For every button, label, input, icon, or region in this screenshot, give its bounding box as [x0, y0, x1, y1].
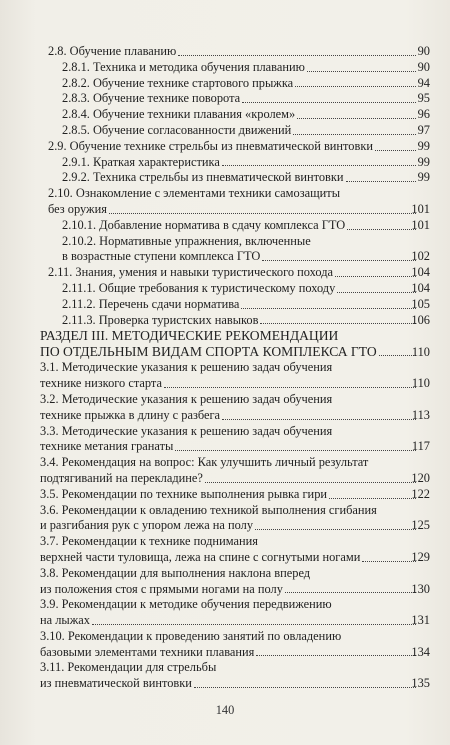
toc-page-number: 94	[417, 75, 430, 90]
dot-leader	[178, 55, 416, 56]
dot-leader	[307, 71, 416, 72]
toc-entry-title-line: 3.2. Методические указания к решению задач обучения	[40, 391, 333, 406]
dot-leader	[242, 102, 416, 103]
toc-entry-title-line: 2.8.1. Техника и методика обучения плаванию	[62, 59, 305, 74]
toc-entry-title-line: 2.9.2. Техника стрельбы из пневматической винтовки	[62, 170, 344, 185]
dot-leader	[255, 529, 416, 530]
dot-leader	[205, 482, 416, 483]
dot-leader	[375, 150, 416, 151]
toc-entry	[0, 297, 440, 313]
toc-entry	[0, 566, 440, 598]
dot-leader	[293, 134, 416, 135]
dot-leader	[109, 213, 416, 214]
toc-entry-title-line: технике метания гранаты	[40, 439, 174, 454]
dot-leader	[346, 181, 416, 182]
dot-leader	[260, 323, 416, 324]
toc-entry-title-line: 3.1. Методические указания к решению задач обучения	[40, 360, 333, 375]
toc-entry	[0, 76, 440, 92]
toc-entry-title-line: 3.8. Рекомендации для выполнения наклона вперед	[40, 565, 311, 580]
toc-entry-title-line: 2.8.4. Обучение техники плавания «кролем»	[62, 107, 296, 122]
toc-entry-title-line: 2.8.2. Обучение технике стартового прыжка	[62, 75, 294, 90]
toc-page-number: 90	[417, 59, 430, 74]
dot-leader	[329, 498, 416, 499]
dot-leader	[295, 86, 416, 87]
dot-leader	[175, 450, 416, 451]
toc-entry-title-line: и разгибания рук с упором лежа на полу	[40, 518, 254, 533]
toc-entry-title-line: из положения стоя с прямыми ногами на полу	[40, 581, 283, 596]
toc-entry-title-line: 2.11.2. Перечень сдачи норматива	[62, 296, 240, 311]
toc-entry	[0, 107, 440, 123]
toc-entry	[0, 60, 440, 76]
toc-entry-title-line: 3.7. Рекомендации к технике поднимания	[40, 534, 258, 549]
toc-entry	[0, 392, 440, 424]
toc-page-number: 122	[411, 486, 430, 501]
toc-entry	[0, 360, 440, 392]
toc-entry-title-line: 2.10.2. Нормативные упражнения, включенные	[62, 233, 311, 248]
toc-entry	[0, 487, 440, 503]
toc-entry	[0, 44, 440, 60]
toc-page-number: 129	[411, 549, 430, 564]
toc-entry	[0, 186, 440, 218]
dot-leader	[347, 229, 416, 230]
dot-leader	[337, 292, 416, 293]
toc-page-number: 99	[417, 138, 430, 153]
toc-entry-title-line: 2.11.1. Общие требования к туристическому походу	[62, 280, 336, 295]
toc-page-number: 97	[417, 122, 430, 137]
dot-leader	[362, 561, 416, 562]
toc-entry	[0, 91, 440, 107]
toc-entry-title-line: 2.8. Обучение плаванию	[48, 44, 177, 58]
toc-entry-title-line: ПО ОТДЕЛЬНЫМ ВИДАМ СПОРТА КОМПЛЕКСА ГТО	[40, 344, 377, 360]
toc-entry	[0, 503, 440, 535]
dot-leader	[335, 276, 416, 277]
toc-entry	[0, 534, 440, 566]
toc-page-number: 117	[411, 439, 430, 454]
toc-entry	[0, 660, 440, 692]
toc-entry-title-line: верхней части туловища, лежа на спине с согнутыми ногами	[40, 549, 361, 564]
toc-page-number: 99	[417, 154, 430, 169]
toc-entry-title-line: 2.8.5. Обучение согласованности движений	[62, 122, 292, 137]
toc-entry-title-line: РАЗДЕЛ III. МЕТОДИЧЕСКИЕ РЕКОМЕНДАЦИИ	[40, 328, 339, 344]
toc-entry	[0, 265, 440, 281]
toc-entry-title-line: подтягиваний на перекладине?	[40, 470, 203, 485]
toc-entry	[0, 170, 440, 186]
toc-section-heading	[0, 328, 440, 360]
toc-page-number: 104	[411, 265, 430, 280]
toc-entry-title-line: 3.3. Методические указания к решению задач обучения	[40, 423, 333, 438]
dot-leader	[297, 118, 416, 119]
dot-leader	[222, 419, 416, 420]
toc-entry-title-line: без оружия	[48, 201, 107, 216]
toc-entry-title-line: 2.9.1. Краткая характеристика	[62, 154, 220, 169]
toc-entry	[0, 597, 440, 629]
toc-page-number: 106	[411, 312, 430, 327]
toc-entry-title-line: 3.10. Рекомендации к проведению занятий по овладению	[40, 628, 342, 643]
toc-entry	[0, 424, 440, 456]
toc-entry-title-line: 2.11. Знания, умения и навыки туристического похода	[48, 265, 334, 280]
toc-entry	[0, 218, 440, 234]
toc-page-number: 110	[411, 376, 430, 391]
toc-entry-title-line: 2.10. Ознакомление с элементами техники самозащиты	[48, 186, 341, 201]
toc-page-number: 95	[417, 91, 430, 106]
toc-entry-title-line: технике прыжка в длину с разбега	[40, 407, 221, 422]
toc-entry-title-line: 2.11.3. Проверка туристских навыков	[62, 312, 259, 327]
toc-entry-title-line: на лыжах	[40, 613, 90, 628]
toc-page-number: 110	[411, 345, 430, 360]
dot-leader	[164, 387, 416, 388]
toc-page-number: 104	[411, 280, 430, 295]
toc-entry-title-line: 3.5. Рекомендации по технике выполнения рывка гири	[40, 486, 328, 501]
toc-entry	[0, 281, 440, 297]
toc-entry-title-line: 3.11. Рекомендации для стрельбы	[40, 660, 217, 675]
toc-entry	[0, 234, 440, 266]
toc-page-number: 134	[411, 644, 430, 659]
toc-entry	[0, 455, 440, 487]
toc-entry	[0, 313, 440, 329]
toc-page-number: 105	[411, 296, 430, 311]
toc-entry-title-line: 3.6. Рекомендации к овладению техникой выполнения сгибания	[40, 502, 377, 517]
dot-leader	[194, 687, 416, 688]
toc-entry-title-line: 2.9. Обучение технике стрельбы из пневматической винтовки	[48, 138, 374, 153]
toc-entry-title-line: 3.4. Рекомендация на вопрос: Как улучшить личный результат	[40, 455, 369, 470]
dot-leader	[241, 308, 416, 309]
toc-page-number: 96	[417, 107, 430, 122]
toc-page-number: 120	[411, 470, 430, 485]
toc-entry-title-line: из пневматической винтовки	[40, 676, 192, 691]
toc-page-number: 99	[417, 170, 430, 185]
toc-entry-title-line: технике низкого старта	[40, 376, 162, 391]
dot-leader	[285, 592, 416, 593]
toc-entry-title-line: базовыми элементами техники плавания	[40, 644, 255, 659]
toc-page-number: 125	[411, 518, 430, 533]
toc-entry	[0, 139, 440, 155]
toc-page-number: 113	[411, 407, 430, 422]
toc-entry	[0, 155, 440, 171]
toc-page-number: 135	[411, 676, 430, 691]
table-of-contents	[0, 44, 450, 692]
toc-entry-title-line: в возрастные ступени комплекса ГТО	[62, 249, 261, 264]
dot-leader	[262, 260, 416, 261]
toc-page-number: 131	[411, 613, 430, 628]
dot-leader	[379, 355, 416, 356]
dot-leader	[256, 655, 416, 656]
dot-leader	[92, 624, 416, 625]
toc-page-number: 130	[411, 581, 430, 596]
toc-entry-title-line: 2.10.1. Добавление норматива в сдачу комплекса ГТО	[62, 217, 346, 232]
toc-page-number: 101	[411, 217, 430, 232]
toc-page-number: 101	[411, 201, 430, 216]
toc-page-number: 102	[411, 249, 430, 264]
dot-leader	[222, 165, 416, 166]
toc-entry	[0, 629, 440, 661]
toc-page-number: 90	[417, 44, 430, 58]
page-number: 140	[215, 703, 235, 717]
toc-entry-title-line: 2.8.3. Обучение технике поворота	[62, 91, 241, 106]
toc-entry	[0, 123, 440, 139]
toc-entry-title-line: 3.9. Рекомендации к методике обучения передвижению	[40, 597, 332, 612]
